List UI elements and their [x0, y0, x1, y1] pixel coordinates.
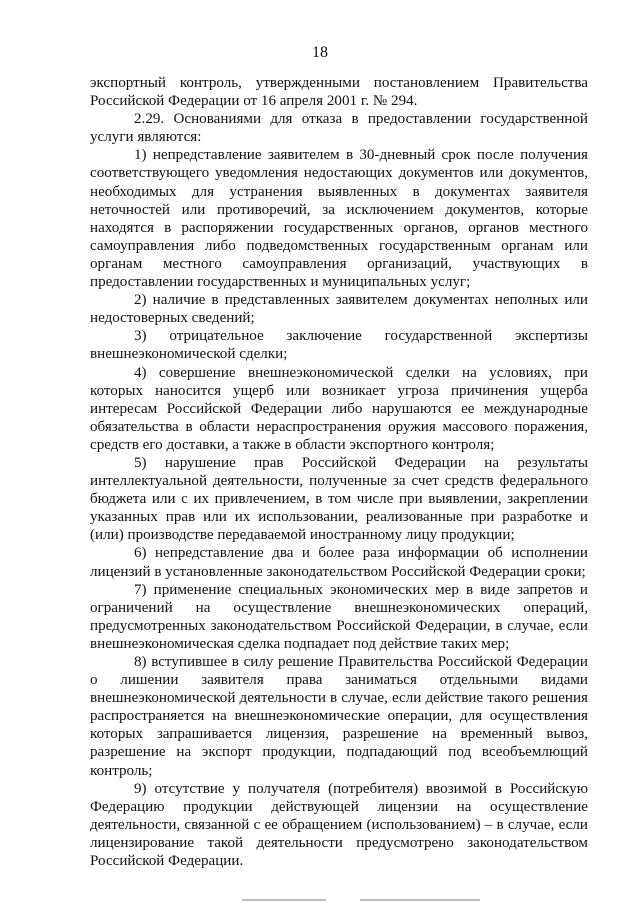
- paragraph-item-9: 9) отсутствие у получателя (потребителя) ввозимой в Российскую Федерацию продукции действующей лицензии на осуществление деятельности, связанной с ее обращением (использованием) – в случае, если лицензирование такой деятельности предусмотрено законодательством Российской Федерации.: [90, 780, 588, 870]
- scan-artifact: [242, 899, 326, 901]
- paragraph-item-8: 8) вступившее в силу решение Правительства Российской Федерации о лишении заявителя права заниматься отдельными видами внешнеэкономической деятельности в случае, если действие такого решения распространяется на внешнеэкономические операции, для осуществления которых запрашивается лицензия, разрешение на временный вывоз, разрешение на экспорт продукции, подпадающий под всеобъемлющий контроль;: [90, 654, 588, 779]
- paragraph-2-29-heading: 2.29. Основаниями для отказа в предоставлении государственной услуги являются:: [90, 111, 588, 146]
- paragraph-item-1: 1) непредставление заявителем в 30-дневный срок после получения соответствующего уведомления недостающих документов или документов, необходимых для устранения выявленных в документах заявителя неточностей или противоречий, за исключением документов, которые находятся в распоряжении государственных органов, органов местного самоуправления либо подведомственных государственным органам или органам местного самоуправления организаций, участвующих в предоставлении государственных и муниципальных услуг;: [90, 147, 588, 291]
- page-number: 18: [312, 44, 328, 61]
- paragraph-continuation: экспортный контроль, утвержденными постановлением Правительства Российской Федерации от 16 апреля 2001 г. № 294.: [90, 75, 588, 110]
- paragraph-item-4: 4) совершение внешнеэкономической сделки на условиях, при которых наносится ущерб или возникает угроза причинения ущерба интересам Российской Федерации либо нарушаются ее международные обязательства в области нераспространения оружия массового поражения, средств его доставки, а также в области экспортного контроля;: [90, 364, 588, 453]
- paragraph-item-6: 6) непредставление два и более раза информации об исполнении лицензий в установленные законодательством Российской Федерации сроки;: [90, 545, 588, 580]
- paragraph-item-5: 5) нарушение прав Российской Федерации на результаты интеллектуальной деятельности, полученные за счет средств федерального бюджета или с их привлечением, в том числе при выявлении, закреплении указанных прав или их использовании, реализованные при разработке и (или) производстве передаваемой иностранному лицу продукции;: [90, 454, 588, 544]
- scan-artifact: [360, 899, 480, 901]
- paragraph-item-3: 3) отрицательное заключение государственной экспертизы внешнеэкономической сделки;: [90, 328, 588, 363]
- paragraph-item-7: 7) применение специальных экономических мер в виде запретов и ограничений на осуществление внешнеэкономических операций, предусмотренных законодательством Российской Федерации, в случае, если внешнеэкономическая сделка подпадает под действие таких мер;: [90, 581, 588, 652]
- document-body: [90, 74, 588, 870]
- paragraph-item-2: 2) наличие в представленных заявителем документах неполных или недостоверных сведений;: [90, 292, 588, 327]
